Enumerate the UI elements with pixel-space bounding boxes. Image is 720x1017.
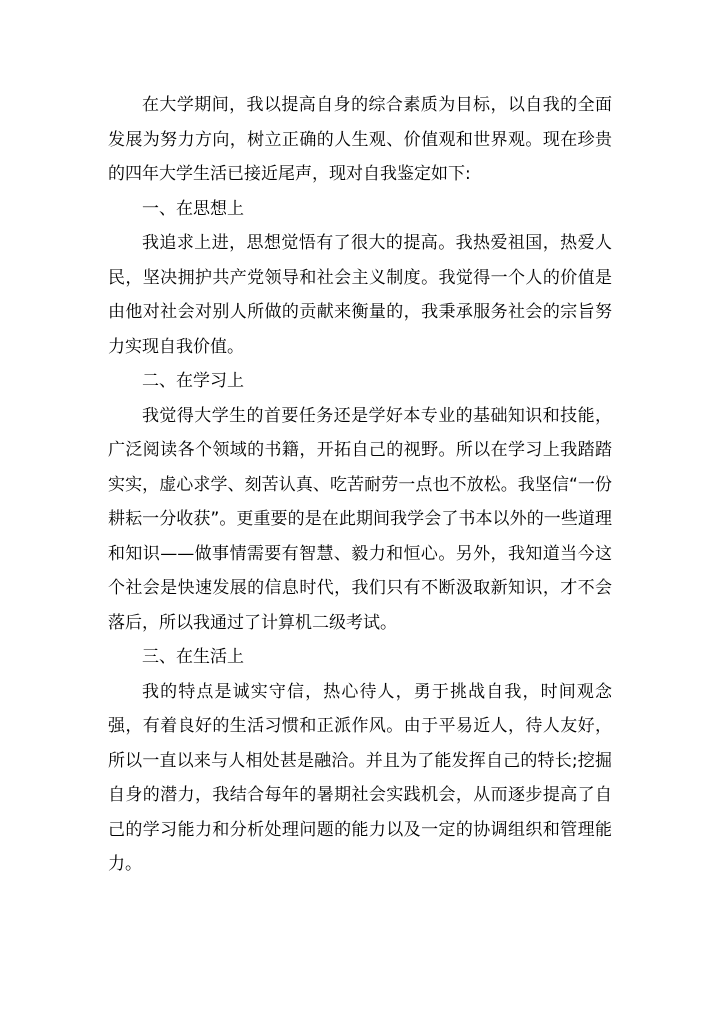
section-heading-life: 三、在生活上	[142, 647, 244, 667]
section-heading-study: 二、在学习上	[142, 371, 244, 391]
intro-paragraph: 在大学期间，我以提高自身的综合素质为目标，以自我的全面发展为努力方向，树立正确的人生观、价值观和世界观。现在珍贵的四年大学生活已接近尾声，现对自我鉴定如下:	[108, 95, 612, 184]
life-paragraph: 我的特点是诚实守信，热心待人，勇于挑战自我，时间观念强，有着良好的生活习惯和正派作风。由于平易近人，待人友好，所以一直以来与人相处甚是融洽。并且为了能发挥自己的特长;挖掘自身的潜力，我结合每年的暑期社会实践机会，从而逐步提高了自己的学习能力和分析处理问题的能力以及一定的协调组织和管理能力。	[108, 681, 612, 874]
thought-paragraph: 我追求上进，思想觉悟有了很大的提高。我热爱祖国，热爱人民，坚决拥护共产党领导和社会主义制度。我觉得一个人的价值是由他对社会对别人所做的贡献来衡量的，我秉承服务社会的宗旨努力实现自我价值。	[108, 233, 612, 357]
section-heading-thought: 一、在思想上	[142, 198, 244, 219]
study-paragraph: 我觉得大学生的首要任务还是学好本专业的基础知识和技能，广泛阅读各个领域的书籍，开拓自己的视野。所以在学习上我踏踏实实，虚心求学、刻苦认真、吃苦耐劳一点也不放松。我坚信“一份耕耘一分收获”。更重要的是在此期间我学会了书本以外的一些道理和知识——做事情需要有智慧、毅力和恒心。另外，我知道当今这个社会是快速发展的信息时代，我们只有不断汲取新知识，才不会落后，所以我通过了计算机二级考试。	[108, 405, 612, 633]
document-body	[108, 88, 612, 882]
